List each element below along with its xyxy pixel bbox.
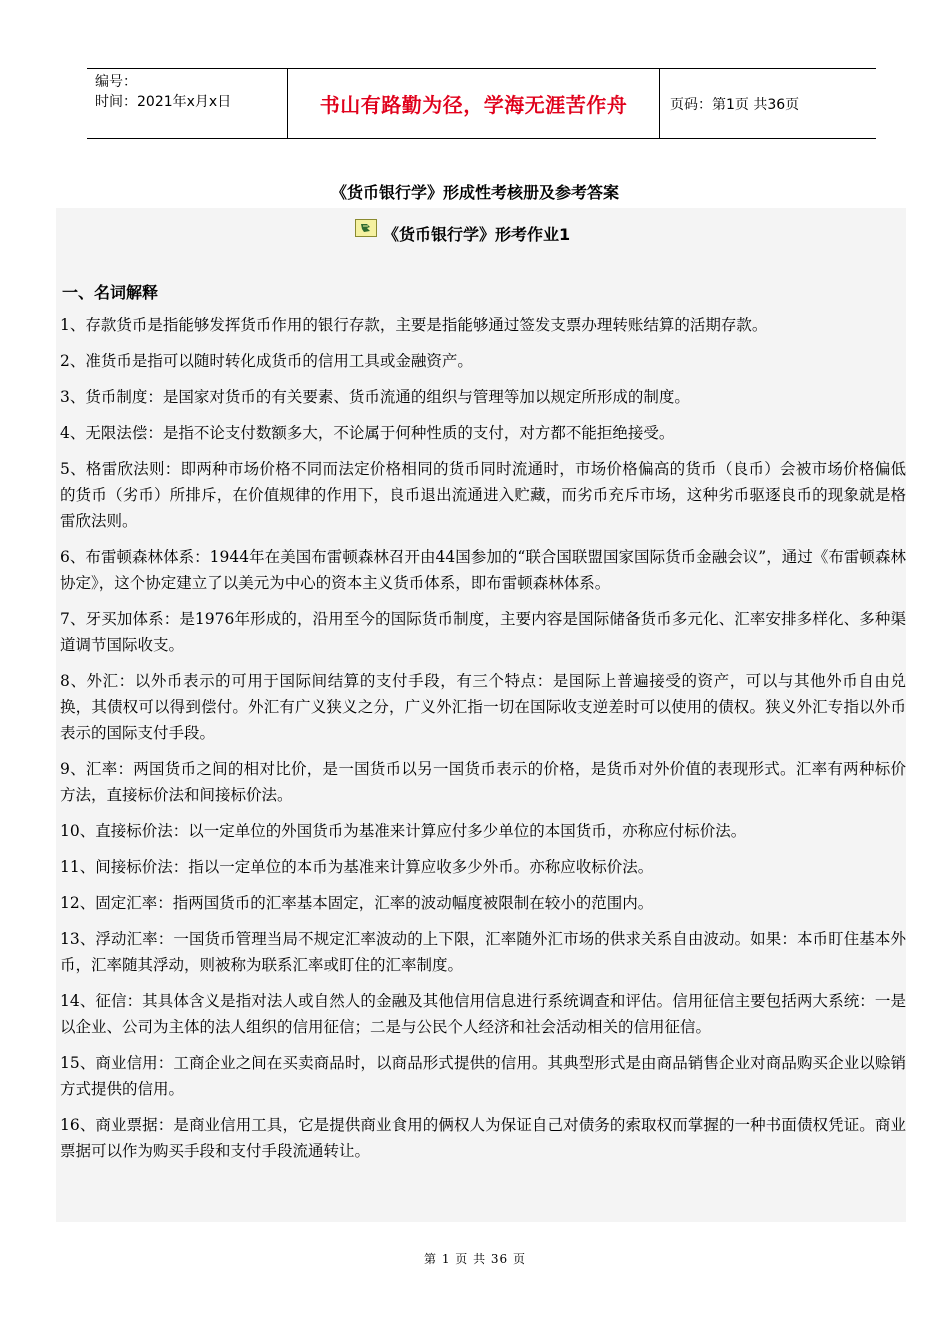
definition-item: 3、货币制度：是国家对货币的有关要素、货币流通的组织与管理等加以规定所形成的制度。	[60, 388, 690, 406]
definition-item: 16、商业票据：是商业信用工具，它是提供商业食用的俩权人为保证自己对债务的索取权而掌握的一种书面债权凭证。商业票据可以作为购买手段和支付手段流通转让。	[60, 1116, 906, 1160]
time-label: 时间：2021年x月x日	[95, 94, 232, 110]
definition-item: 10、直接标价法：以一定单位的外国货币为基准来计算应付多少单位的本国货币，亦称应付标价法。	[60, 822, 747, 840]
definition-item: 15、商业信用：工商企业之间在买卖商品时，以商品形式提供的信用。其典型形式是由商品销售企业对商品购买企业以赊销方式提供的信用。	[60, 1054, 906, 1098]
document-title: 《货币银行学》形成性考核册及参考答案	[330, 183, 619, 202]
definition-item: 13、浮动汇率：一国货币管理当局不规定汇率波动的上下限，汇率随外汇市场的供求关系自由波动。如果：本币盯住基本外币，汇率随其浮动，则被称为联系汇率或盯住的汇率制度。	[60, 930, 906, 974]
header-motto: 书山有路勤为径，学海无涯苦作舟	[287, 69, 660, 138]
definition-item: 4、无限法偿：是指不论支付数额多大，不论属于何种性质的支付，对方都不能拒绝接受。	[60, 424, 675, 442]
section-heading: 一、名词解释	[62, 283, 159, 302]
definition-item: 14、征信：其具体含义是指对法人或自然人的金融及其他信用信息进行系统调查和评估。信用征信主要包括两大系统：一是以企业、公司为主体的法人组织的信用征信；二是与公民个人经济和社会活动相关的信用征信。	[60, 992, 906, 1036]
number-label: 编号：	[95, 74, 137, 90]
definition-item: 1、存款货币是指能够发挥货币作用的银行存款，主要是指能够通过签发支票办理转账结算的活期存款。	[60, 316, 768, 334]
definition-item: 2、准货币是指可以随时转化成货币的信用工具或金融资产。	[60, 352, 473, 370]
assignment-title-text: 《货币银行学》形考作业1	[383, 224, 571, 244]
assignment-title	[355, 221, 570, 245]
definition-list	[60, 312, 906, 1174]
page-footer: 第 1 页 共 36 页	[424, 1252, 526, 1266]
page-header	[87, 68, 876, 139]
definition-item: 11、间接标价法：指以一定单位的本币为基准来计算应收多少外币。亦称应收标价法。	[60, 858, 654, 876]
header-meta	[87, 69, 287, 138]
definition-item: 12、固定汇率：指两国货币的汇率基本固定，汇率的波动幅度被限制在较小的范围内。	[60, 894, 654, 912]
definition-item: 5、格雷欣法则：即两种市场价格不同而法定价格相同的货币同时流通时，市场价格偏高的货币（良币）会被市场价格偏低的货币（劣币）所排斥，在价值规律的作用下，良币退出流通进入贮藏，而劣币充斥市场，这种劣币驱逐良币的现象就是格雷欣法则。	[60, 460, 906, 530]
definition-item: 9、汇率：两国货币之间的相对比价，是一国货币以另一国货币表示的价格，是货币对外价值的表现形式。汇率有两种标价方法，直接标价法和间接标价法。	[60, 760, 906, 804]
document-icon	[355, 219, 377, 237]
definition-item: 6、布雷顿森林体系：1944年在美国布雷顿森林召开由44国参加的“联合国联盟国家国际货币金融会议”，通过《布雷顿森林协定》，这个协定建立了以美元为中心的资本主义货币体系，即布雷顿森林体系。	[60, 548, 906, 592]
definition-item: 8、外汇：以外币表示的可用于国际间结算的支付手段，有三个特点：是国际上普遍接受的资产，可以与其他外币自由兑换，其债权可以得到偿付。外汇有广义狭义之分，广义外汇指一切在国际收支逆差时可以使用的债权。狭义外汇专指以外币表示的国际支付手段。	[60, 672, 906, 742]
definition-item: 7、牙买加体系：是1976年形成的，沿用至今的国际货币制度，主要内容是国际储备货币多元化、汇率安排多样化、多种渠道调节国际收支。	[60, 610, 906, 654]
header-page-label: 页码：第1页 共36页	[670, 96, 800, 113]
